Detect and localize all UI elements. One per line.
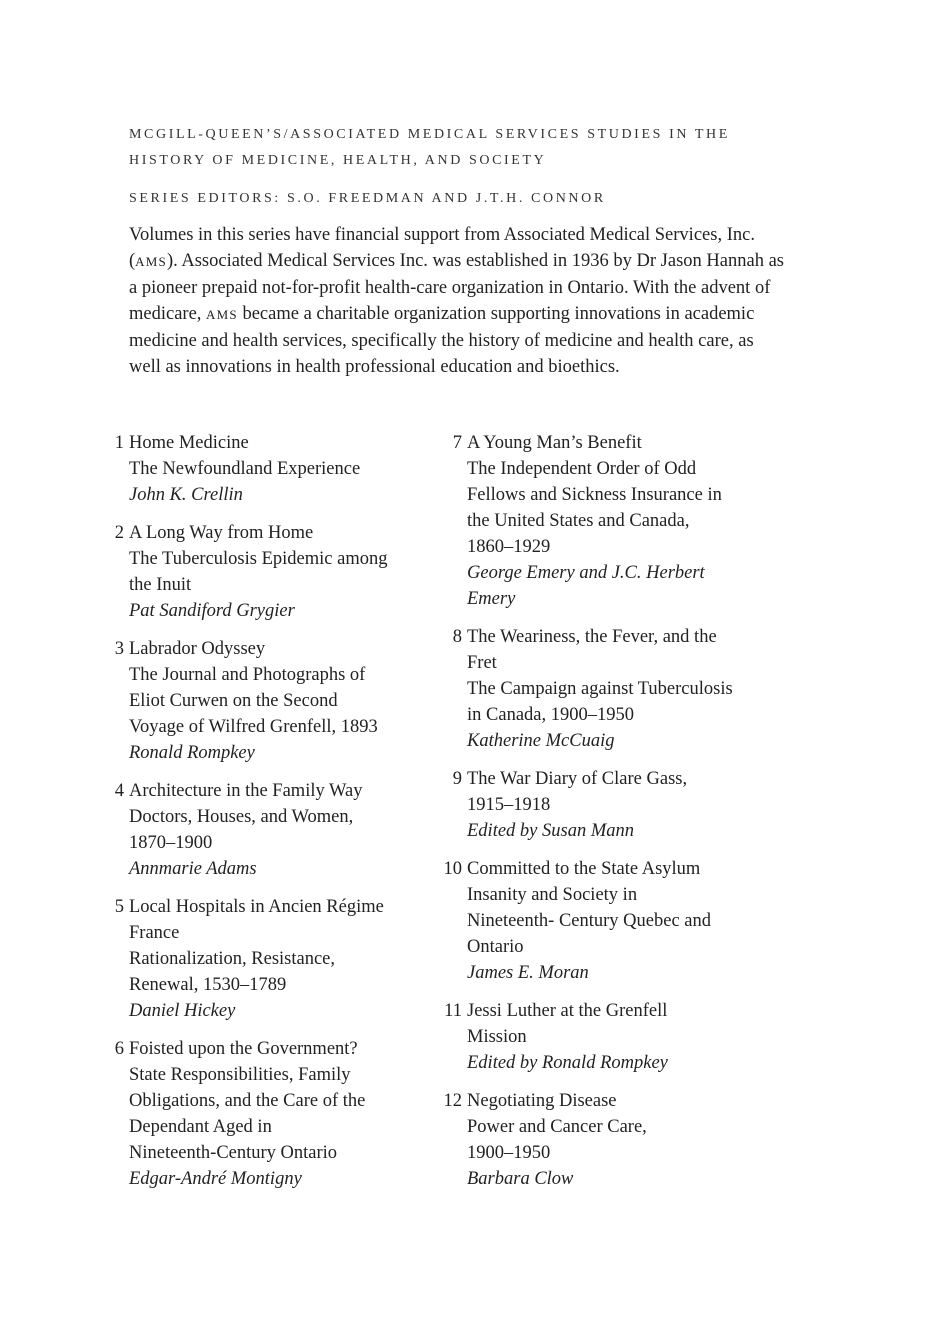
intro-text: ). Associated Medical Services Inc. was established in 1936 by Dr Jason Hannah as a pioneer prepaid not-for-profit health-care organization in Ontario. With the advent of medicare,: [129, 251, 784, 324]
volume-title-line: in Canada, 1900–1950: [467, 705, 634, 725]
volume-author: Edited by Ronald Rompkey: [467, 1053, 668, 1073]
volume-entry: [438, 766, 778, 844]
intro-abbreviation: AMS: [206, 307, 238, 322]
volume-number: 4: [114, 781, 124, 801]
volume-title-line: The Independent Order of Odd: [467, 459, 697, 479]
volume-entry: [100, 520, 430, 624]
volume-title-line: Jessi Luther at the Grenfell: [467, 1001, 668, 1021]
volume-number: 11: [444, 1001, 462, 1021]
series-title: [129, 122, 809, 174]
volume-author: Emery: [467, 589, 516, 609]
volume-title-line: The Newfoundland Experience: [129, 459, 361, 479]
volume-entry: [100, 894, 430, 1024]
volume-title-line: Obligations, and the Care of the: [129, 1091, 366, 1111]
volume-title-line: Renewal, 1530–1789: [129, 975, 287, 995]
volume-title-line: Dependant Aged in: [129, 1117, 272, 1137]
volume-title-line: Nineteenth-Century Ontario: [129, 1143, 338, 1163]
volume-title-line: the United States and Canada,: [467, 511, 690, 531]
volume-title-line: The Tuberculosis Epidemic among: [129, 549, 388, 569]
volume-title-line: Mission: [467, 1027, 527, 1047]
intro-paragraph: [129, 222, 789, 380]
volume-author: Pat Sandiford Grygier: [129, 601, 295, 621]
series-title-line: HISTORY OF MEDICINE, HEALTH, AND SOCIETY: [129, 153, 547, 168]
volume-entry: [100, 430, 430, 508]
volume-entry: [438, 624, 778, 754]
volume-title-line: Eliot Curwen on the Second: [129, 691, 338, 711]
volume-author: John K. Crellin: [129, 485, 243, 505]
volume-number: 9: [452, 769, 462, 789]
volume-title-line: Power and Cancer Care,: [467, 1117, 647, 1137]
volume-title-line: 1870–1900: [129, 833, 213, 853]
volume-title-line: Voyage of Wilfred Grenfell, 1893: [129, 717, 378, 737]
volume-title-line: State Responsibilities, Family: [129, 1065, 351, 1085]
volume-number: 7: [452, 433, 462, 453]
volume-title-line: Rationalization, Resistance,: [129, 949, 336, 969]
volume-entry: [438, 998, 778, 1076]
volume-title-line: the Inuit: [129, 575, 192, 595]
volume-title-line: Fret: [467, 653, 497, 673]
volume-title-line: The Campaign against Tuberculosis: [467, 679, 733, 699]
volume-title-line: Negotiating Disease: [467, 1091, 617, 1111]
intro-abbreviation: AMS: [135, 254, 167, 269]
volume-author: Edited by Susan Mann: [467, 821, 634, 841]
volume-title-line: 1860–1929: [467, 537, 551, 557]
series-editors: SERIES EDITORS: S.O. FREEDMAN AND J.T.H. CONNOR: [129, 191, 606, 206]
volume-author: Daniel Hickey: [129, 1001, 236, 1021]
volume-author: Annmarie Adams: [129, 859, 257, 879]
volume-title-line: Foisted upon the Government?: [129, 1039, 358, 1059]
series-title-line: MCGILL-QUEEN’S/ASSOCIATED MEDICAL SERVICES STUDIES IN THE: [129, 127, 730, 142]
intro-text: Volumes in this series have financial support from Associated Medical Services, Inc. (: [129, 225, 755, 271]
volume-title-line: Doctors, Houses, and Women,: [129, 807, 354, 827]
volume-entry: [438, 1088, 778, 1192]
volume-title-line: The Journal and Photographs of: [129, 665, 366, 685]
volume-author: James E. Moran: [467, 963, 589, 983]
volume-title-line: Local Hospitals in Ancien Régime: [129, 897, 384, 917]
volume-entry: [438, 430, 778, 612]
volume-entry: [438, 856, 778, 986]
volume-title-line: A Young Man’s Benefit: [467, 433, 642, 453]
volume-number: 3: [114, 639, 124, 659]
volume-title-line: 1900–1950: [467, 1143, 551, 1163]
volume-author: Barbara Clow: [467, 1169, 574, 1189]
volume-list-left: [100, 430, 430, 1204]
volume-title-line: Insanity and Society in: [467, 885, 638, 905]
volume-number: 12: [443, 1091, 462, 1111]
volume-title-line: The War Diary of Clare Gass,: [467, 769, 688, 789]
volume-number: 2: [114, 523, 124, 543]
volume-title-line: Committed to the State Asylum: [467, 859, 701, 879]
volume-number: 5: [114, 897, 124, 917]
volume-entry: [100, 1036, 430, 1192]
intro-text: became a charitable organization supporting innovations in academic medicine and health services, specifically the history of medicine and health care, as well as innovations in health professional education and bioethics.: [129, 304, 755, 377]
volume-title-line: A Long Way from Home: [129, 523, 314, 543]
volume-number: 1: [114, 433, 124, 453]
volume-number: 8: [452, 627, 462, 647]
volume-entry: [100, 636, 430, 766]
volume-title-line: The Weariness, the Fever, and the: [467, 627, 717, 647]
volume-author: Katherine McCuaig: [467, 731, 615, 751]
volume-number: 6: [114, 1039, 124, 1059]
volume-title-line: Nineteenth- Century Quebec and: [467, 911, 712, 931]
volume-title-line: Ontario: [467, 937, 524, 957]
volume-number: 10: [443, 859, 462, 879]
volume-author: Ronald Rompkey: [129, 743, 255, 763]
volume-title-line: France: [129, 923, 180, 943]
volume-title-line: Home Medicine: [129, 433, 249, 453]
volume-author: George Emery and J.C. Herbert: [467, 563, 705, 583]
volume-title-line: 1915–1918: [467, 795, 551, 815]
volume-title-line: Labrador Odyssey: [129, 639, 266, 659]
volume-author: Edgar-André Montigny: [129, 1169, 302, 1189]
volume-title-line: Fellows and Sickness Insurance in: [467, 485, 722, 505]
volume-list-right: [438, 430, 778, 1204]
volume-title-line: Architecture in the Family Way: [129, 781, 363, 801]
volume-entry: [100, 778, 430, 882]
